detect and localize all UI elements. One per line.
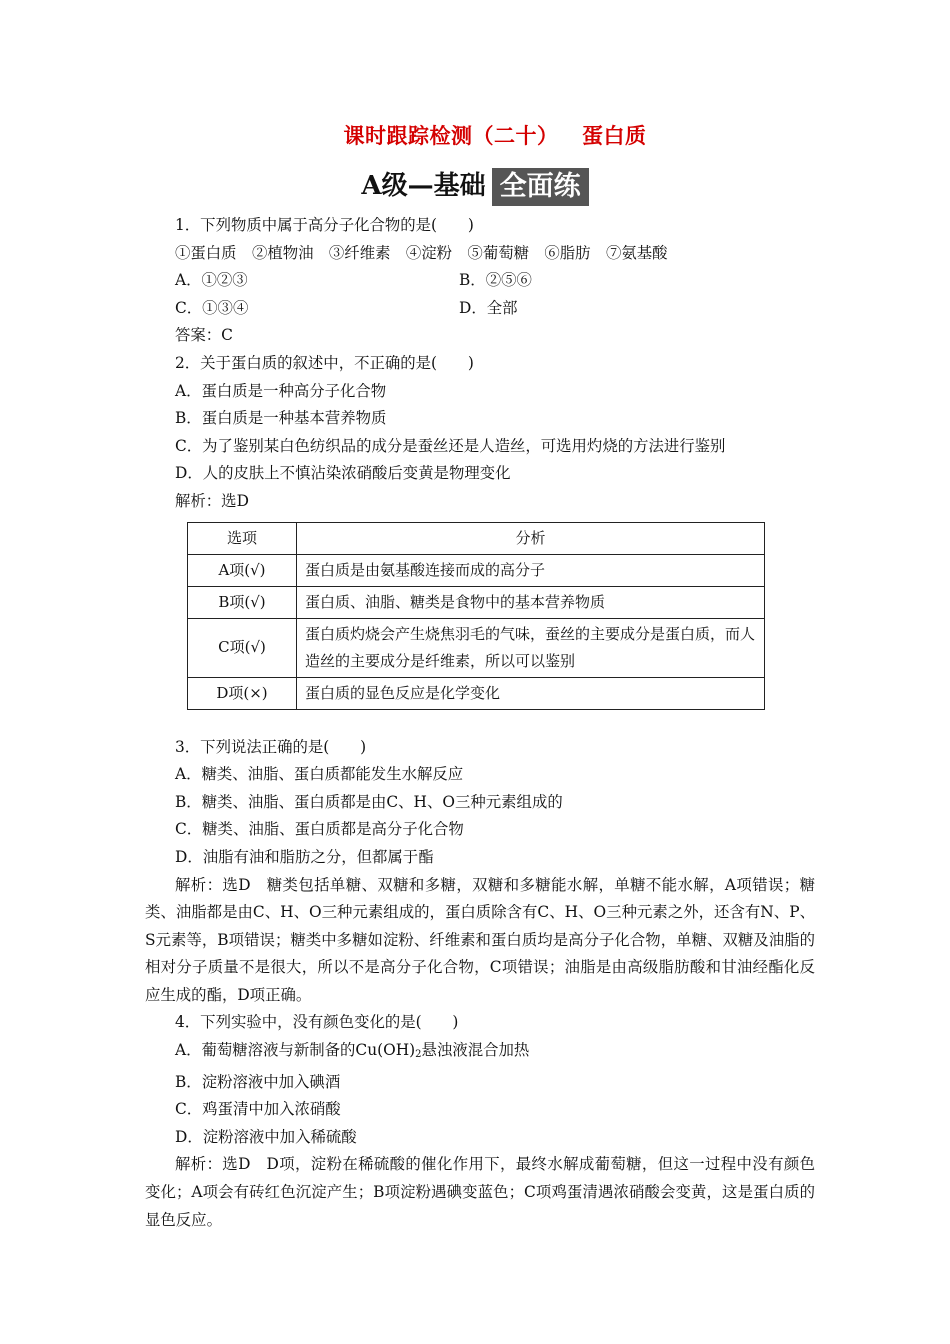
q2-option-a: A．蛋白质是一种高分子化合物 [175,381,387,400]
q2-option-d: D．人的皮肤上不慎沾染浓硝酸后变黄是物理变化 [175,464,511,483]
table-cell-analysis: 蛋白质、油脂、糖类是食物中的基本营养物质 [297,586,765,618]
q4-option-a-tail: 悬浊液混合加热 [421,1041,530,1060]
spacer [175,716,815,734]
q1-items: ①蛋白质 ②植物油 ③纤维素 ④淀粉 ⑤葡萄糖 ⑥脂肪 ⑦氨基酸 [175,243,668,262]
q4-option-d: D．淀粉溶液中加入稀硫酸 [175,1127,357,1146]
q4-option-a-text: A．葡萄糖溶液与新制备的Cu(OH) [175,1041,416,1060]
table-cell-analysis: 蛋白质灼烧会产生烧焦羽毛的气味，蚕丝的主要成分是蛋白质，而人造丝的主要成分是纤维素，所以可以鉴别 [297,618,765,677]
q3-option-b: B．糖类、油脂、蛋白质都是由C、H、O三种元素组成的 [175,792,563,811]
q2-option-b: B．蛋白质是一种基本营养物质 [175,409,387,428]
table-header-cell: 选项 [188,522,297,554]
q4-stem: 4．下列实验中，没有颜色变化的是( ) [175,1013,459,1032]
q3-analysis: 解析：选D 糖类包括单糖、双糖和多糖，双糖和多糖能水解，单糖不能水解，A项错误；糖类、油脂都是由C、H、O三种元素组成的，蛋白质除含有C、H、O三种元素之外，还含有N、P、S元素等，B项错误；糖类中多糖如淀粉、纤维素和蛋白质均是高分子化合物，单糖、双糖及油脂的相对分子质量不是很大，所以不是高分子化合物，C项错误；油脂是由高级脂肪酸和甘油经酯化反应生成的酯，D项正确。 [145,875,815,1004]
q4-option-c: C．鸡蛋清中加入浓硝酸 [175,1100,341,1119]
question-content [145,212,815,1234]
table-header-row [188,522,765,554]
q1-option-d: D．全部 [459,298,518,317]
section-level: A级— [361,171,434,201]
q2-stem: 2．关于蛋白质的叙述中，不正确的是( ) [175,353,474,372]
q3-option-a: A．糖类、油脂、蛋白质都能发生水解反应 [175,765,464,784]
section-heading [0,166,950,206]
q3-option-d: D．油脂有油和脂肪之分，但都属于酯 [175,847,434,866]
table-row [188,586,765,618]
subscript: 2 [415,1049,422,1061]
q1-options-ab [175,267,815,295]
q2-analysis: 解析：选D [175,491,249,510]
section-middle: 基础 [433,171,486,201]
table-row [188,677,765,709]
q1-stem: 1．下列物质中属于高分子化合物的是( ) [175,216,474,234]
table-header-cell: 分析 [297,522,765,554]
q4-analysis: 解析：选D D项，淀粉在稀硫酸的催化作用下，最终水解成葡萄糖，但这一过程中没有颜色变化；A项会有砖红色沉淀产生；B项淀粉遇碘变蓝色；C项鸡蛋清遇浓硝酸会变黄，这是蛋白质的显色反应。 [145,1155,815,1229]
table-cell-option: D项(×) [188,677,297,709]
q1-option-b: B．②⑤⑥ [459,271,532,290]
q1-option-c: C．①③④ [175,298,249,317]
q2-option-c: C．为了鉴别某白色纺织品的成分是蚕丝还是人造丝，可选用灼烧的方法进行鉴别 [175,436,726,455]
table-cell-option: C项(√) [188,618,297,677]
q4-option-a [175,1037,815,1069]
table-row [188,554,765,586]
table-cell-analysis: 蛋白质的显色反应是化学变化 [297,677,765,709]
table-cell-option: B项(√) [188,586,297,618]
q1-answer: 答案：C [175,326,233,345]
table-cell-option: A项(√) [188,554,297,586]
section-boxed-label: 全面练 [492,168,589,206]
q2-analysis-table [187,522,765,710]
q3-option-c: C．糖类、油脂、蛋白质都是高分子化合物 [175,820,464,839]
q1-option-a: A．①②③ [175,271,248,290]
table-row [188,618,765,677]
q3-stem: 3．下列说法正确的是( ) [175,737,367,756]
q4-option-b: B．淀粉溶液中加入碘酒 [175,1072,341,1091]
q1-options-cd [175,295,815,323]
page-title: 课时跟踪检测（二十） 蛋白质 [343,123,647,148]
table-cell-analysis: 蛋白质是由氨基酸连接而成的高分子 [297,554,765,586]
